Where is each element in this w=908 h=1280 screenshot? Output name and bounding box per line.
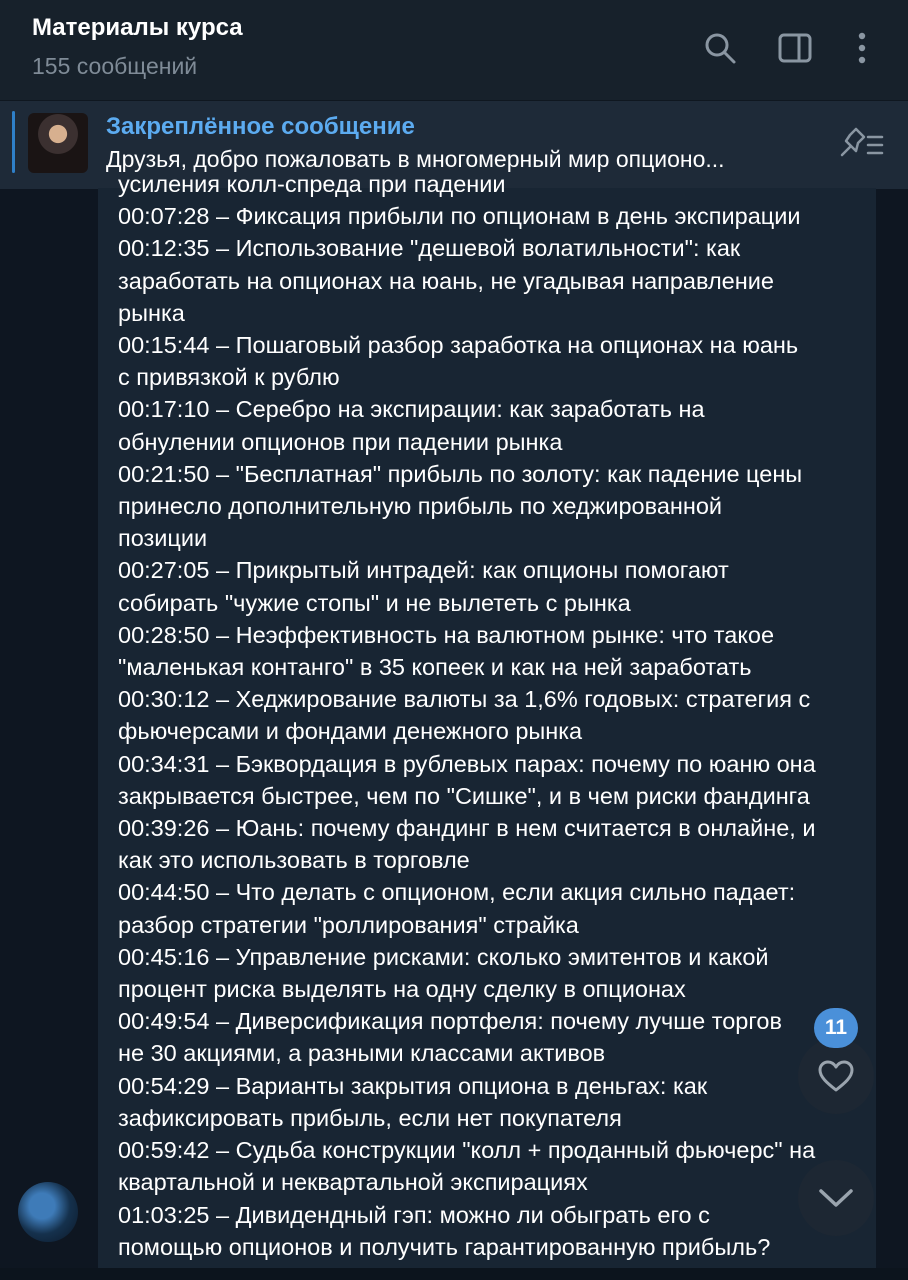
- message-line: 00:27:05 – Прикрытый интрадей: как опционы помогают: [118, 557, 729, 584]
- message-line: 00:49:54 – Диверсификация портфеля: почему лучше торгов: [118, 1008, 782, 1035]
- message-line: 00:28:50 – Неэффективность на валютном рынке: что такое: [118, 621, 775, 648]
- message-line: не 30 акциями, а разными классами активов: [118, 1040, 606, 1067]
- message-bubble: [98, 171, 876, 1268]
- chat-title[interactable]: Материалы курса: [32, 14, 243, 41]
- message-line: 00:34:31 – Бэквордация в рублевых парах: почему по юаню она: [118, 750, 816, 777]
- channel-avatar[interactable]: [18, 1182, 78, 1242]
- chevron-down-icon: [818, 1187, 854, 1209]
- message-line: закрывается быстрее, чем по "Сишке", и в чем риски фандинга: [118, 782, 810, 809]
- message-line: позиции: [118, 525, 208, 552]
- message-line: 00:59:42 – Судьба конструкции "колл + проданный фьючерс" на: [118, 1137, 816, 1164]
- message-line: собирать "чужие стопы" и не вылететь с рынка: [118, 589, 631, 616]
- search-icon[interactable]: [700, 28, 740, 68]
- reaction-button[interactable]: [798, 1038, 874, 1114]
- chat-header: [0, 0, 908, 100]
- scroll-down-button[interactable]: [798, 1160, 874, 1236]
- message-line: усиления колл-спреда при падении: [118, 171, 506, 197]
- more-vert-icon[interactable]: [842, 28, 882, 68]
- message-line: 00:21:50 – "Бесплатная" прибыль по золоту: как падение цены: [118, 460, 803, 487]
- sidebar-toggle-icon[interactable]: [775, 28, 815, 68]
- message-line: заработать на опционах на юань, не угадывая направление: [118, 267, 774, 294]
- message-line: 00:17:10 – Серебро на экспирации: как заработать на: [118, 396, 705, 423]
- message-count: 155 сообщений: [32, 53, 198, 79]
- pin-list-icon[interactable]: [836, 129, 886, 161]
- message-line: зафиксировать прибыль, если нет покупателя: [118, 1104, 622, 1131]
- message-line: 00:54:29 – Варианты закрытия опциона в деньгах: как: [118, 1072, 708, 1099]
- pinned-message-avatar: [28, 113, 88, 173]
- message-line: обнулении опционов при падении рынка: [118, 428, 563, 455]
- message-line: 00:45:16 – Управление рисками: сколько эмитентов и какой: [118, 943, 769, 970]
- message-line: с привязкой к рублю: [118, 364, 340, 391]
- message-line: 00:07:28 – Фиксация прибыли по опционам в день экспирации: [118, 203, 801, 230]
- message-line: помощью опционов и получить гарантированную прибыль?: [118, 1233, 771, 1260]
- pinned-message-title: Закреплённое сообщение: [106, 113, 415, 140]
- message-line: "маленькая контанго" в 35 копеек и как на ней заработать: [118, 654, 752, 681]
- message-line: как это использовать в торговле: [118, 847, 470, 874]
- message-line: процент риска выделять на одну сделку в опционах: [118, 976, 686, 1003]
- message-line: 00:15:44 – Пошаговый разбор заработка на опционах на юань: [118, 332, 799, 359]
- pinned-message-text: Друзья, добро пожаловать в многомерный мир опционо...: [106, 146, 725, 172]
- message-text: [118, 168, 863, 1263]
- unread-reactions-badge: 11: [814, 1008, 858, 1048]
- message-line: 00:44:50 – Что делать с опционом, если акция сильно падает:: [118, 879, 796, 906]
- message-line: 00:12:35 – Использование "дешевой волатильности": как: [118, 235, 741, 262]
- message-line: фьючерсами и фондами денежного рынка: [118, 718, 583, 745]
- bottom-divider: [0, 1268, 908, 1280]
- message-line: квартальной и неквартальной экспирациях: [118, 1169, 588, 1196]
- message-line: 00:39:26 – Юань: почему фандинг в нем считается в онлайне, и: [118, 815, 816, 842]
- message-line: рынка: [118, 299, 185, 326]
- message-line: 01:03:25 – Дивидендный гэп: можно ли обыграть его с: [118, 1201, 710, 1228]
- message-line: разбор стратегии "роллирования" страйка: [118, 911, 579, 938]
- message-line: 00:30:12 – Хеджирование валюты за 1,6% годовых: стратегия с: [118, 686, 811, 713]
- pinned-indicator: [12, 111, 15, 173]
- message-line: принесло дополнительную прибыль по хеджированной: [118, 493, 723, 520]
- heart-icon: [817, 1059, 855, 1093]
